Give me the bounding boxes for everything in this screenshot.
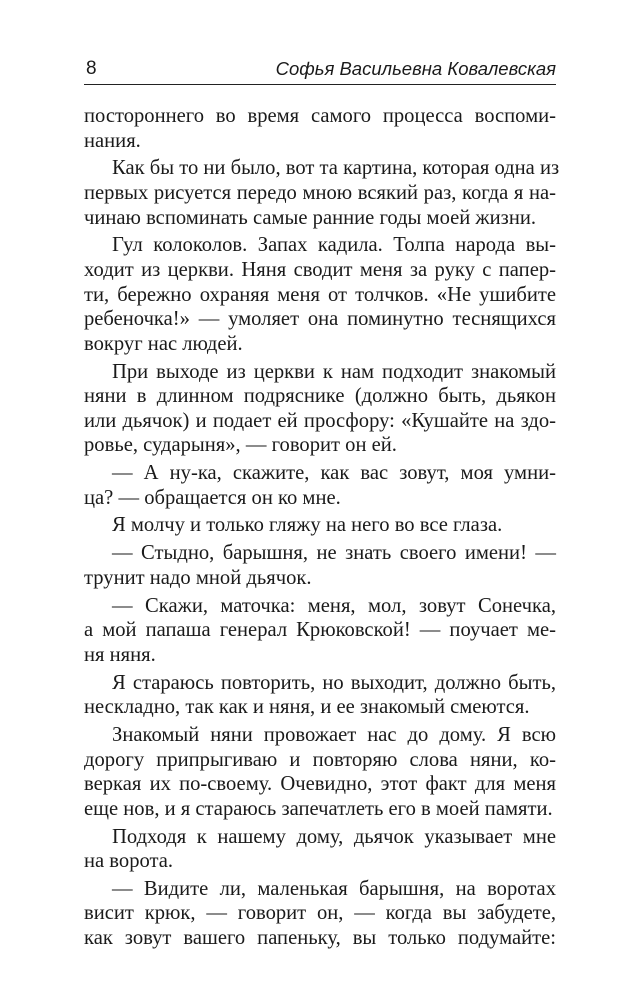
- text-line: или дьячок) и подает ей просфору: «Кушайте на здо-: [84, 409, 556, 432]
- paragraph: [84, 594, 556, 668]
- text-line: висит крюк, — говорит он, — когда вы забудете,: [84, 902, 556, 925]
- text-line: первых рисуется передо мною всякий раз, когда я на-: [84, 181, 556, 204]
- text-line: ходит из церкви. Няня сводит меня за руку с папер-: [84, 258, 556, 281]
- page-number: 8: [86, 58, 97, 79]
- text-line: постороннего во время самого процесса воспоми-: [84, 105, 556, 127]
- text-line: чинаю вспоминать самые ранние годы моей жизни.: [84, 206, 537, 229]
- text-line: а мой папаша генерал Крюковской! — поучает ме-: [84, 619, 556, 642]
- paragraph: [84, 360, 556, 458]
- text-line: — Стыдно, барышня, не знать своего имени! —: [112, 542, 556, 565]
- text-line: трунит надо мной дьячок.: [84, 566, 312, 589]
- text-line: ребеночка!» — умоляет она поминутно теснящихся: [84, 308, 556, 331]
- running-title: Софья Васильевна Ковалевская: [275, 58, 556, 79]
- text-line: как зовут вашего папеньку, вы только подумайте:: [84, 927, 556, 950]
- text-line: ровье, сударыня», — говорит он ей.: [84, 434, 397, 457]
- text-line: При выходе из церкви к нам подходит знакомый: [112, 360, 556, 383]
- paragraph: [84, 233, 556, 356]
- paragraph: [84, 156, 560, 230]
- text-line: Гул колоколов. Запах кадила. Толпа народа вы-: [112, 234, 556, 257]
- body-text: [84, 104, 560, 951]
- paragraph: [84, 513, 556, 538]
- paragraph: [84, 723, 556, 821]
- text-line: Я молчу и только гляжу на него во все глаза.: [112, 514, 503, 537]
- running-header: [84, 54, 556, 85]
- text-line: Я стараюсь повторить, но выходит, должно быть,: [112, 671, 556, 694]
- paragraph: [84, 461, 556, 510]
- text-line: ца? — обращается он ко мне.: [84, 486, 341, 509]
- text-line: няни в длинном подряснике (должно быть, дьякон: [84, 385, 556, 408]
- text-line: ня няня.: [84, 643, 156, 666]
- text-line: веркая их по-своему. Очевидно, этот факт для меня: [84, 773, 556, 796]
- text-line: — А ну-ка, скажите, как вас зовут, моя умни-: [112, 462, 556, 485]
- paragraph: [84, 877, 556, 951]
- text-line: — Скажи, маточка: меня, мол, зовут Сонечка,: [112, 594, 556, 617]
- text-line: еще нов, и я стараюсь запечатлеть его в моей памяти.: [84, 797, 553, 820]
- text-line: — Видите ли, маленькая барышня, на воротах: [112, 877, 556, 900]
- text-line: Как бы то ни было, вот та картина, которая одна из: [112, 157, 560, 180]
- text-line: вокруг нас людей.: [84, 332, 243, 355]
- paragraph: [84, 671, 556, 720]
- text-line: ти, бережно охраняя меня от толчков. «Не ушибите: [84, 283, 556, 306]
- text-line: нескладно, так как и няня, и ее знакомый смеются.: [84, 696, 530, 719]
- paragraph: [84, 541, 556, 590]
- text-line: на ворота.: [84, 850, 174, 873]
- text-line: Знакомый няни провожает нас до дому. Я всю: [112, 723, 556, 746]
- paragraph: [84, 825, 556, 874]
- text-line: Подходя к нашему дому, дьячок указывает мне: [112, 825, 556, 848]
- text-line: дорогу припрыгиваю и повторяю слова няни, ко-: [84, 748, 556, 771]
- paragraph: [84, 104, 556, 153]
- text-line: нания.: [84, 129, 141, 152]
